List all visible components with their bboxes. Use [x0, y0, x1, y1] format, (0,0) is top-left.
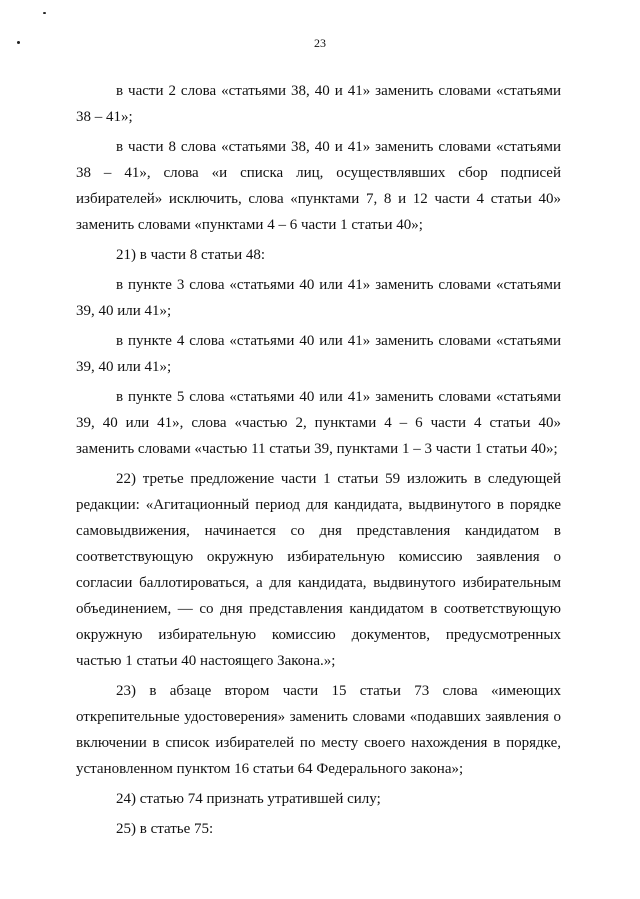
paragraph-item-22: 22) третье предложение части 1 статьи 59 изложить в следующей редакции: «Агитационный период для кандидата, выдвинутого в порядке самовыдвижения, начинается со дня представления кандидатом в соответствующую окружную избирательную комиссию заявления о согласии баллотироваться, а для кандидата, выдвинутого избирательным объединением, — со дня представления кандидатом в соответствующую окружную избирательную комиссию документов, предусмотренных частью 1 статьи 40 настоящего Закона.»; — [76, 471, 561, 669]
paragraph-point5-amendment: в пункте 5 слова «статьями 40 или 41» заменить словами «статьями 39, 40 или 41», слова «частью 2, пунктами 4 – 6 части 4 статьи 40» заменить словами «частью 11 статьи 39, пунктами 1 – 3 части 1 статьи 40»; — [76, 389, 561, 457]
paragraph-item-24: 24) статью 74 признать утратившей силу; — [116, 791, 381, 807]
paragraph-part8-amendment: в части 8 слова «статьями 38, 40 и 41» заменить словами «статьями 38 – 41», слова «и списка лиц, осуществлявших сбор подписей избирателей» исключить, слова «пунктами 7, 8 и 12 части 4 статьи 40» заменить словами «пунктами 4 – 6 части 1 статьи 40»; — [76, 139, 561, 233]
paragraph-point4-amendment: в пункте 4 слова «статьями 40 или 41» заменить словами «статьями 39, 40 или 41»; — [76, 333, 561, 375]
page-number: 23 — [314, 36, 326, 50]
paragraph-part2-amendment: в части 2 слова «статьями 38, 40 и 41» заменить словами «статьями 38 – 41»; — [76, 83, 561, 125]
paragraph-item-23: 23) в абзаце втором части 15 статьи 73 слова «имеющих открепительные удостоверения» заменить словами «подавших заявления о включении в список избирателей по месту своего нахождения в порядке, установленном пунктом 16 статьи 64 Федерального закона»; — [76, 683, 561, 777]
document-body — [76, 78, 561, 846]
scan-speck — [43, 12, 46, 14]
paragraph-point3-amendment: в пункте 3 слова «статьями 40 или 41» заменить словами «статьями 39, 40 или 41»; — [76, 277, 561, 319]
paragraph-item-21: 21) в части 8 статьи 48: — [116, 247, 266, 263]
paragraph-item-25: 25) в статье 75: — [116, 821, 214, 837]
